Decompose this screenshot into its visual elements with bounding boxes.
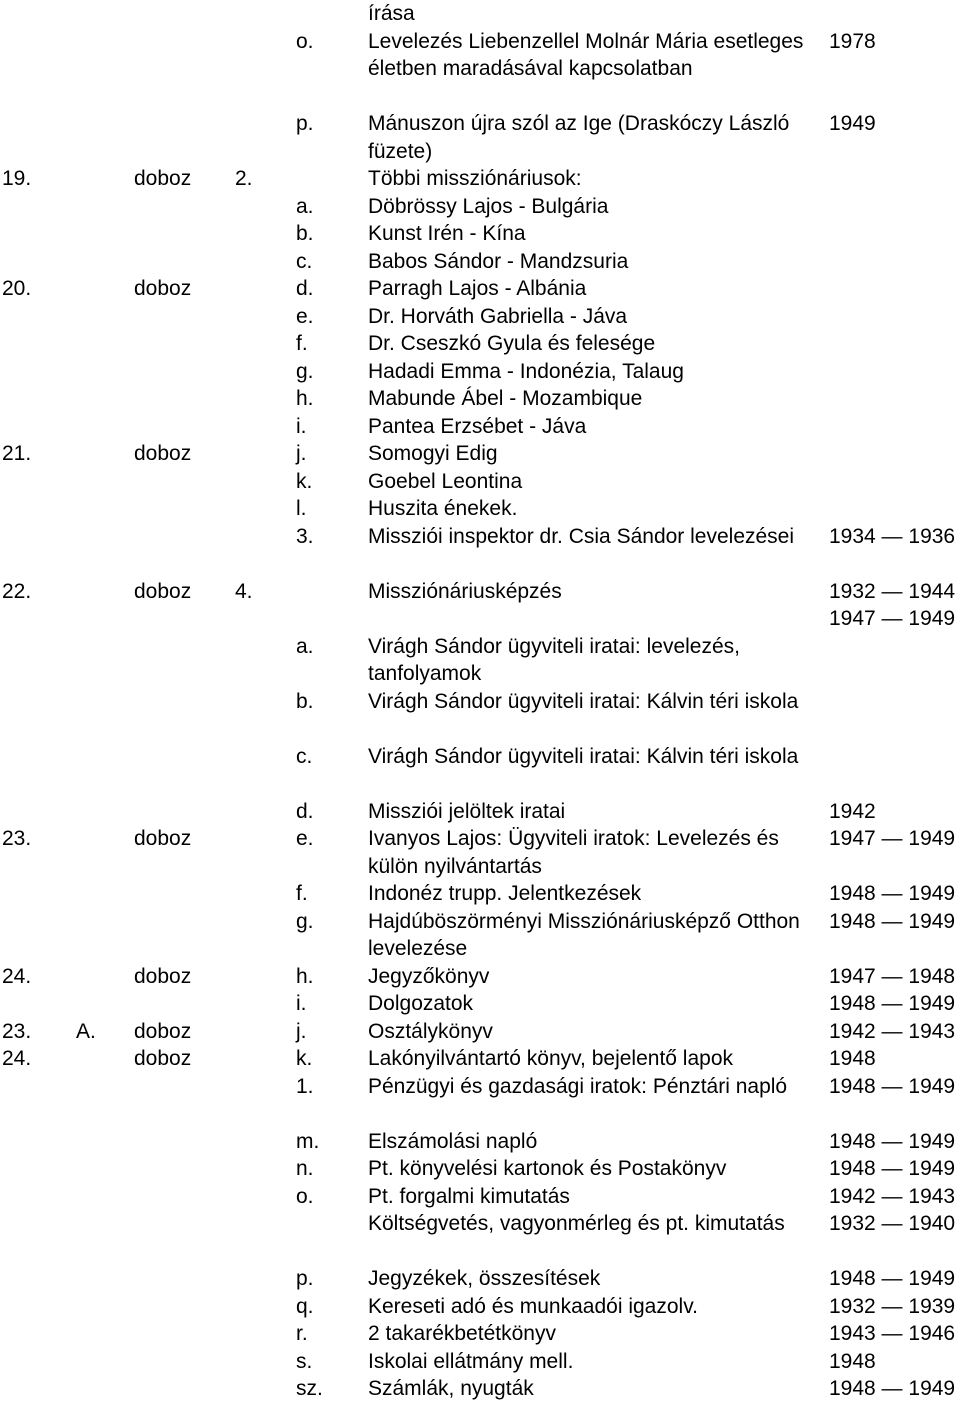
item-letter: g. [296, 909, 314, 933]
item-years: 1978 [829, 29, 876, 53]
inventory-row [0, 1018, 960, 1046]
item-years: 1932 — 1939 [829, 1294, 956, 1318]
box-number: 23. [2, 1019, 32, 1043]
item-description: Parragh Lajos - Albánia [368, 277, 587, 300]
inventory-row [0, 275, 960, 303]
item-description: Elszámolási napló [368, 1129, 538, 1153]
item-years: 1948 — 1949 [829, 882, 956, 905]
box-number: 21. [2, 442, 32, 465]
item-letter: o. [296, 1184, 314, 1208]
item-description: Döbrössy Lajos - Bulgária [368, 194, 609, 218]
item-letter: b. [296, 222, 314, 245]
inventory-row [0, 468, 960, 496]
item-description: Pantea Erzsébet - Jáva [368, 414, 587, 438]
item-letter: k. [296, 1047, 313, 1070]
item-description: Jegyzékek, összesítések [368, 1267, 601, 1290]
inventory-row [0, 990, 960, 1018]
item-letter: p. [296, 1267, 314, 1290]
section-number: 2. [235, 167, 253, 190]
inventory-row [0, 1155, 960, 1183]
item-description: Jegyzőkönyv [368, 964, 490, 988]
item-years: 1948 — 1949 [829, 1129, 956, 1153]
inventory-row [0, 1375, 960, 1403]
item-description: 2 takarékbetétkönyv [368, 1322, 556, 1345]
inventory-row [0, 523, 960, 578]
item-letter: i. [296, 414, 307, 438]
item-years: 1934 — 1936 [829, 524, 956, 548]
item-letter: sz. [296, 1377, 323, 1400]
inventory-row [0, 193, 960, 221]
item-years: 1948 [829, 1349, 876, 1373]
inventory-row [0, 688, 960, 743]
item-years: 1948 — 1949 [829, 1074, 956, 1098]
item-letter: k. [296, 469, 313, 493]
box-number: 22. [2, 579, 32, 603]
item-letter: n. [296, 1157, 314, 1180]
item-years: 1942 — 1943 [829, 1019, 956, 1043]
inventory-row [0, 1073, 960, 1128]
item-description: Pt. könyvelési kartonok és Postakönyv [368, 1157, 727, 1180]
inventory-row [0, 578, 960, 633]
item-letter: c. [296, 249, 313, 273]
inventory-row [0, 825, 960, 880]
item-description: Babos Sándor - Mandzsuria [368, 249, 629, 273]
item-description: Missziói inspektor dr. Csia Sándor levelezései [368, 524, 795, 548]
item-letter: a. [296, 194, 314, 218]
inventory-row [0, 110, 960, 165]
item-description: Virágh Sándor ügyviteli iratai: Kálvin téri iskola [368, 689, 799, 713]
inventory-row [0, 413, 960, 441]
item-letter: i. [296, 992, 307, 1015]
item-letter: j. [296, 1019, 307, 1043]
item-letter: b. [296, 689, 314, 713]
inventory-row [0, 330, 960, 358]
item-description: Pénzügyi és gazdasági iratok: Pénztári napló [368, 1074, 788, 1098]
box-suffix: A. [76, 1019, 96, 1043]
inventory-row [0, 1045, 960, 1073]
item-description: Huszita énekek. [368, 497, 518, 520]
box-label: doboz [134, 1047, 192, 1070]
item-description: Osztálykönyv [368, 1019, 493, 1043]
item-description: Kunst Irén - Kína [368, 222, 526, 245]
item-description: Virágh Sándor ügyviteli iratai: Kálvin téri iskola [368, 744, 799, 768]
item-description: Költségvetés, vagyonmérleg és pt. kimutatás [368, 1212, 785, 1235]
item-letter: l. [296, 497, 307, 520]
item-description: Mabunde Ábel - Mozambique [368, 387, 643, 410]
item-letter: h. [296, 387, 314, 410]
box-label: doboz [134, 964, 192, 988]
item-letter: j. [296, 442, 307, 465]
inventory-row [0, 440, 960, 468]
item-description: Dr. Cseszkó Gyula és felesége [368, 332, 656, 355]
item-description: Pt. forgalmi kimutatás [368, 1184, 570, 1208]
item-years: 1932 — 1940 [829, 1212, 956, 1235]
item-years: 1942 [829, 799, 876, 823]
item-letter: q. [296, 1294, 314, 1318]
item-letter: o. [296, 29, 314, 53]
item-years: 1943 — 1946 [829, 1322, 956, 1345]
item-letter: m. [296, 1129, 320, 1153]
item-description: Missziói jelöltek iratai [368, 799, 566, 823]
item-letter: 3. [296, 524, 314, 548]
item-years: 1942 — 1943 [829, 1184, 956, 1208]
inventory-row [0, 0, 960, 28]
inventory-row [0, 880, 960, 908]
inventory-row [0, 963, 960, 991]
item-years: 1932 — 1944 1947 — 1949 [829, 579, 956, 630]
inventory-row [0, 743, 960, 798]
item-description: Virágh Sándor ügyviteli iratai: levelezés, tanfolyamok [368, 634, 740, 685]
item-years: 1949 [829, 112, 876, 135]
inventory-row [0, 1128, 960, 1156]
item-description: Lakónyilvántartó könyv, bejelentő lapok [368, 1047, 734, 1070]
inventory-row [0, 1210, 960, 1265]
item-description: Hajdúböszörményi Missziónáriusképző Otthon levelezése [368, 909, 800, 960]
item-letter: a. [296, 634, 314, 658]
item-letter: d. [296, 799, 314, 823]
item-letter: e. [296, 827, 314, 850]
item-description: Számlák, nyugták [368, 1377, 534, 1400]
inventory-row [0, 165, 960, 193]
item-letter: s. [296, 1349, 313, 1373]
item-description: Többi missziónáriusok: [368, 167, 582, 190]
item-letter: p. [296, 112, 314, 135]
item-description: Dr. Horváth Gabriella - Jáva [368, 304, 628, 328]
inventory-row [0, 1293, 960, 1321]
inventory-row [0, 303, 960, 331]
item-description: Somogyi Edig [368, 442, 498, 465]
item-letter: 1. [296, 1074, 314, 1098]
inventory-row [0, 798, 960, 826]
inventory-row [0, 385, 960, 413]
item-years: 1948 — 1949 [829, 992, 956, 1015]
item-letter: f. [296, 882, 308, 905]
item-description: Dolgozatok [368, 992, 474, 1015]
item-description: Hadadi Emma - Indonézia, Talaug [368, 359, 684, 383]
item-description: Levelezés Liebenzellel Molnár Mária esetleges életben maradásával kapcsolatban [368, 29, 804, 80]
item-letter: d. [296, 277, 314, 300]
box-label: doboz [134, 167, 192, 190]
box-label: doboz [134, 442, 192, 465]
inventory-row [0, 1348, 960, 1376]
item-description: Iskolai ellátmány mell. [368, 1349, 574, 1373]
inventory-row [0, 495, 960, 523]
item-description: Missziónáriusképzés [368, 579, 562, 603]
inventory-row [0, 1265, 960, 1293]
item-years: 1947 — 1948 [829, 964, 956, 988]
item-years: 1948 — 1949 [829, 1157, 956, 1180]
item-years: 1948 — 1949 [829, 909, 956, 933]
item-letter: r. [296, 1322, 308, 1345]
inventory-row [0, 248, 960, 276]
item-description: Goebel Leontina [368, 469, 523, 493]
item-letter: e. [296, 304, 314, 328]
item-letter: f. [296, 332, 308, 355]
item-letter: c. [296, 744, 313, 768]
box-number: 19. [2, 167, 32, 190]
item-description: Ivanyos Lajos: Ügyviteli iratok: Levelezés és külön nyilvántartás [368, 827, 779, 878]
box-label: doboz [134, 1019, 192, 1043]
inventory-row [0, 908, 960, 963]
item-description: írása [368, 2, 415, 25]
box-label: doboz [134, 827, 192, 850]
inventory-row [0, 28, 960, 111]
item-description: Kereseti adó és munkaadói igazolv. [368, 1294, 698, 1318]
section-number: 4. [235, 579, 253, 603]
item-letter: h. [296, 964, 314, 988]
box-number: 20. [2, 277, 32, 300]
box-label: doboz [134, 277, 192, 300]
box-number: 24. [2, 964, 32, 988]
item-description: Mánuszon újra szól az Ige (Draskóczy László füzete) [368, 112, 790, 163]
item-years: 1948 [829, 1047, 876, 1070]
inventory-row [0, 220, 960, 248]
item-years: 1947 — 1949 [829, 827, 956, 850]
inventory-row [0, 633, 960, 688]
item-description: Indonéz trupp. Jelentkezések [368, 882, 642, 905]
box-label: doboz [134, 579, 192, 603]
box-number: 24. [2, 1047, 32, 1070]
inventory-row [0, 1320, 960, 1348]
box-number: 23. [2, 827, 32, 850]
item-years: 1948 — 1949 [829, 1267, 956, 1290]
inventory-row [0, 358, 960, 386]
item-letter: g. [296, 359, 314, 383]
item-years: 1948 — 1949 [829, 1377, 956, 1400]
inventory-row [0, 1183, 960, 1211]
